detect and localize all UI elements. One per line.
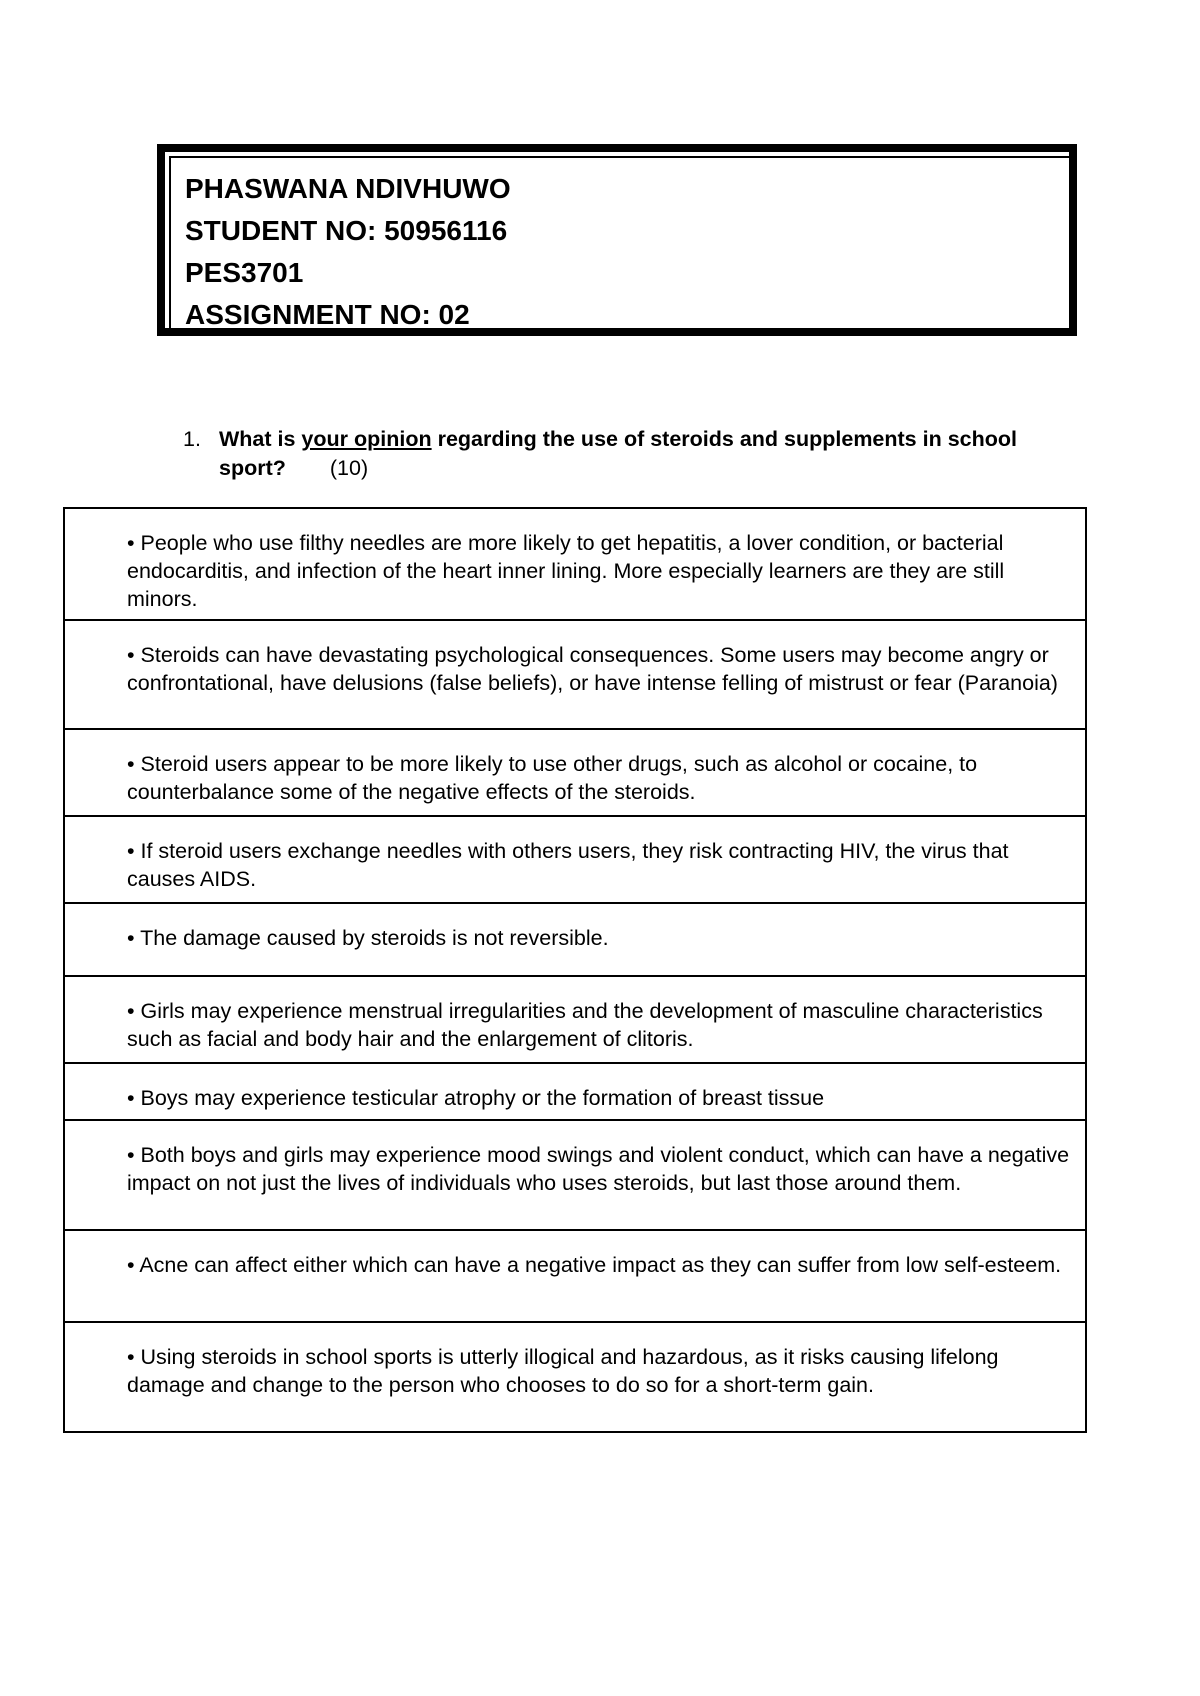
answer-cell: • Acne can affect either which can have a negative impact as they can suffer from low self-esteem. [64,1230,1086,1322]
answer-row [64,1322,1086,1432]
student-name: PHASWANA NDIVHUWO [185,173,511,204]
answer-row [64,729,1086,816]
question-emphasis: your opinion [301,427,432,451]
student-info-inner [169,156,1069,328]
answer-row [64,508,1086,620]
answer-cell: • Steroids can have devastating psychological consequences. Some users may become angry or confrontational, have delusions (false beliefs), or have intense felling of mistrust or fear (Paranoia) [64,620,1086,729]
answer-cell: • Both boys and girls may experience mood swings and violent conduct, which can have a negative impact on not just the lives of individuals who uses steroids, but last those around them. [64,1120,1086,1230]
question-number: 1. [183,427,201,451]
answer-row [64,620,1086,729]
answer-row [64,1063,1086,1120]
answer-cell: • The damage caused by steroids is not reversible. [64,903,1086,976]
answer-cell: • If steroid users exchange needles with others users, they risk contracting HIV, the virus that causes AIDS. [64,816,1086,903]
question-marks: (10) [329,456,369,480]
answer-cell: • Boys may experience testicular atrophy or the formation of breast tissue [64,1063,1086,1120]
module-code: PES3701 [185,257,304,288]
assignment-number: ASSIGNMENT NO: 02 [185,299,470,330]
answer-table [63,507,1087,1433]
answer-row [64,1120,1086,1230]
student-number: STUDENT NO: 50956116 [185,215,508,246]
answer-cell: • Using steroids in school sports is utterly illogical and hazardous, as it risks causing lifelong damage and change to the person who chooses to do so for a short-term gain. [64,1322,1086,1432]
question-prefix: What is [219,427,302,451]
question-suffix: regarding the use of steroids and supplements in school sport? [219,427,1017,480]
answer-row [64,816,1086,903]
question-text [219,425,1083,483]
answer-row [64,976,1086,1063]
question-1 [183,425,1083,483]
answer-row [64,903,1086,976]
answer-cell: • Girls may experience menstrual irregularities and the development of masculine characteristics such as facial and body hair and the enlargement of clitoris. [64,976,1086,1063]
student-info-box [157,144,1077,336]
answer-cell: • Steroid users appear to be more likely to use other drugs, such as alcohol or cocaine, to counterbalance some of the negative effects of the steroids. [64,729,1086,816]
answer-cell: • People who use filthy needles are more likely to get hepatitis, a lover condition, or bacterial endocarditis, and infection of the heart inner lining. More especially learners are they are still minors. [64,508,1086,620]
answer-row [64,1230,1086,1322]
